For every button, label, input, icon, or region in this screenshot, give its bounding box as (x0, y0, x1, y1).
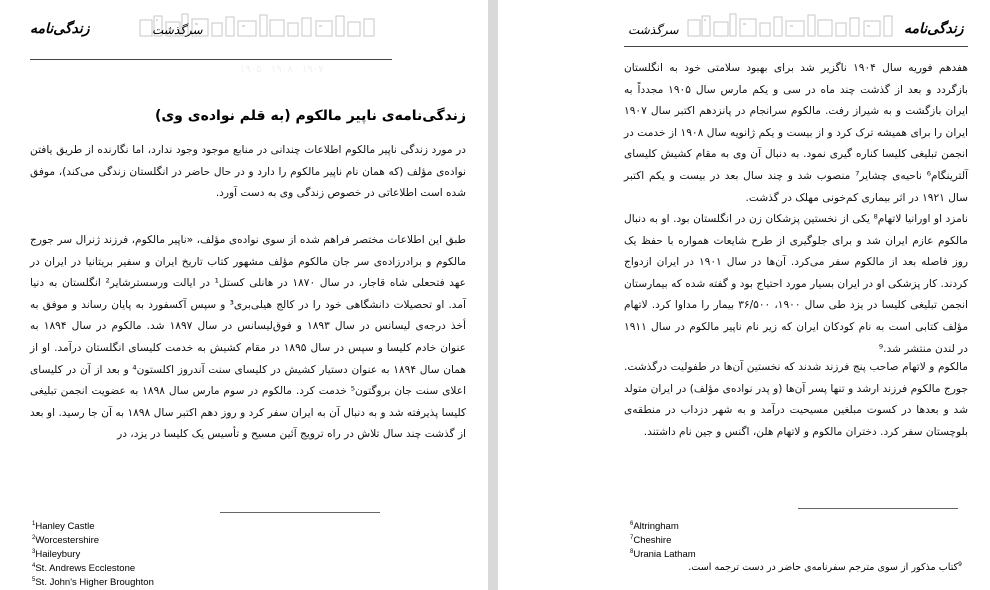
footnote-item: $^8$Urania Latham (630, 548, 696, 561)
paragraph-1: هفدهم فوریه سال ۱۹۰۴ ناگزیر شد برای بهبود سلامتی خود به انگلستان بازگردد و بعد از گذشت چند ماه در سی و یکم مارس سال ۱۹۰۵ مجدداً به ایران بازگشت و به شیراز رفت. مالکوم سرانجام در پانزدهم اکتبر سال ۱۹۰۷ ایران را برای همیشه ترک کرد و از بیست و یکم ژانویه سال ۱۹۰۸ از خدمت در انجمن تبلیغی کلیسا کناره گیری نمود. به دنبال آن وی به مقام کشیش کلیسای آلترینگام⁶ ناحیه‌ی چشایر⁷ منصوب شد و چند سال بعد در بیست و یکم اکتبر سال ۱۹۲۱ در اثر بیماری کم‌خونی مهلک در گذشت. (624, 62, 968, 204)
footnote-item: $^3$Haileybury (32, 548, 81, 561)
header-calligraphy-secondary: سرگذشت (628, 23, 679, 37)
right-page (498, 0, 990, 590)
header-calligraphy-primary: زندگی‌نامه (30, 21, 90, 37)
page-header (30, 8, 460, 48)
footnote-item: $^2$Worcestershire (32, 534, 100, 547)
footnote-item: $^4$St. Andrews Ecclestone (32, 562, 136, 575)
left-page (0, 0, 488, 590)
page-header (628, 8, 968, 48)
paragraph-2: طبق این اطلاعات مختصر فراهم شده از سوی نواده‌ی مؤلف، «ناپیر مالکوم، فرزند ژنرال سر جورج مالکوم و برادرزاده‌ی سر جان مالکوم مؤلف مشهور کتاب تاریخ ایران و سفیر بریتانیا در ایران در عهد فتحعلی شاه قاجار، در سال ۱۸۷۰ در هانلی کستل¹ در ایالت ورسسترشایر² انگلستان به دنیا آمد. او تحصیلات دانشگاهی خود را در کالج هیلی‌بری³ و سپس آکسفورد به پایان رساند و موفق به أخذ درجه‌ی لیسانس در سال ۱۸۹۳ و فوق‌لیسانس در سال ۱۸۹۷ شد. مالکوم در سال ۱۸۹۴ به عنوان خادم کلیسا و سپس در سال ۱۸۹۵ در مقام کشیش به خدمت کلیسای انگلستان درآمد. او از همان سال ۱۸۹۴ به عنوان دستیار کشیش در کلیسای سنت آندروز اکلستون⁴ و بعد از آن در کلیسای اعلای سنت جان بروگتون⁵ خدمت کرد. مالکوم در سوم مارس سال ۱۸۹۸ به عضویت انجمن تبلیغی کلیسا پذیرفته شد و به دنبال آن به ایران سفر کرد و روز دهم اکتبر سال ۱۸۹۸ به آن جا رسید. او بعد از گذشت چند سال تلاش در راه ترویج آئین مسیح و تأسیس یک کلیسا در یزد، در (30, 234, 467, 441)
bleed-through-text: ۱۹۰۷ · ۱۹۰۸ · ۱۹۰۵ (240, 64, 324, 75)
header-calligraphy-primary: زندگی‌نامه (904, 21, 964, 37)
footnote-rule (220, 512, 380, 513)
paragraph-1: در مورد زندگی ناپیر مالکوم اطلاعات چندانی در منابع موجود وجود ندارد، اما نگارنده از طریق یافتن نواده‌ی مؤلف (که همان نام ناپیر مالکوم را دارد و در حال حاضر در انگلستان زندگی می‌کند)، موفق شده است اطلاعاتی در خصوص زندگی وی به دست آورد. (30, 144, 466, 200)
translator-note (688, 558, 962, 575)
footnote-item: $^5$St. John's Higher Broughton (32, 576, 154, 588)
footnote-list (630, 519, 696, 561)
footnote-list (32, 519, 154, 589)
footnote-item: $^1$Hanley Castle (32, 521, 95, 533)
header-rule (30, 59, 392, 60)
footnote-rule (798, 508, 958, 509)
paragraph-2: نامزد او اورانیا لاتهام⁸ یکی از نخستین پزشکان زن در انگلستان بود. او به دنبال مالکوم عازم ایران شد و برای جلوگیری از طرح شایعات همواره با حفظ یک روز فاصله بعد از مالکوم سفر می‌کرد. آن‌ها در سال ۱۹۰۱ در ایران ازدواج کردند. کار پزشکی او در ایران بسیار مورد احتیاج بود و گفته شده که بیمارستان انجمن تبلیغی کلیسا در یزد طی سال ۱۹۰۰، ۳۶/۵۰۰ بیمار را مداوا کرد. لاتهام مؤلف کتابی است به نام کودکان ایران که زیر نام ناپیر مالکوم در سال ۱۹۱۱ در لندن منتشر شد.⁹ (624, 213, 969, 355)
footnote-item: $^7$Cheshire (630, 534, 672, 547)
header-rule (624, 46, 968, 47)
paragraph-3: مالکوم و لاتهام صاحب پنج فرزند شدند که نخستین آن‌ها در طفولیت درگذشت. جورج مالکوم فرزند ارشد و تنها پسر آن‌ها (و پدر نواده‌ی مؤلف) در ایران متولد شد و بعدها در کسوت مبلغین مسیحیت درآمد و به شهر دزداب در منطقه‌ی بلوچستان سفر کرد. دختران مالکوم و لاتهام هلن، اگنس و جین نام داشتند. (624, 361, 968, 438)
page-title: زندگی‌نامه‌ی ناپیر مالکوم (به قلم نواده‌ی وی) (154, 108, 466, 124)
skyline-decoration (30, 10, 460, 40)
header-calligraphy-secondary: سرگذشت (152, 23, 203, 37)
translator-note-number: 9 (958, 561, 962, 568)
footnote-item: $^6$Altringham (630, 521, 679, 533)
translator-note-text: کتاب مذکور از سوی مترجم سفرنامه‌ی حاضر در دست ترجمه است. (688, 562, 959, 574)
